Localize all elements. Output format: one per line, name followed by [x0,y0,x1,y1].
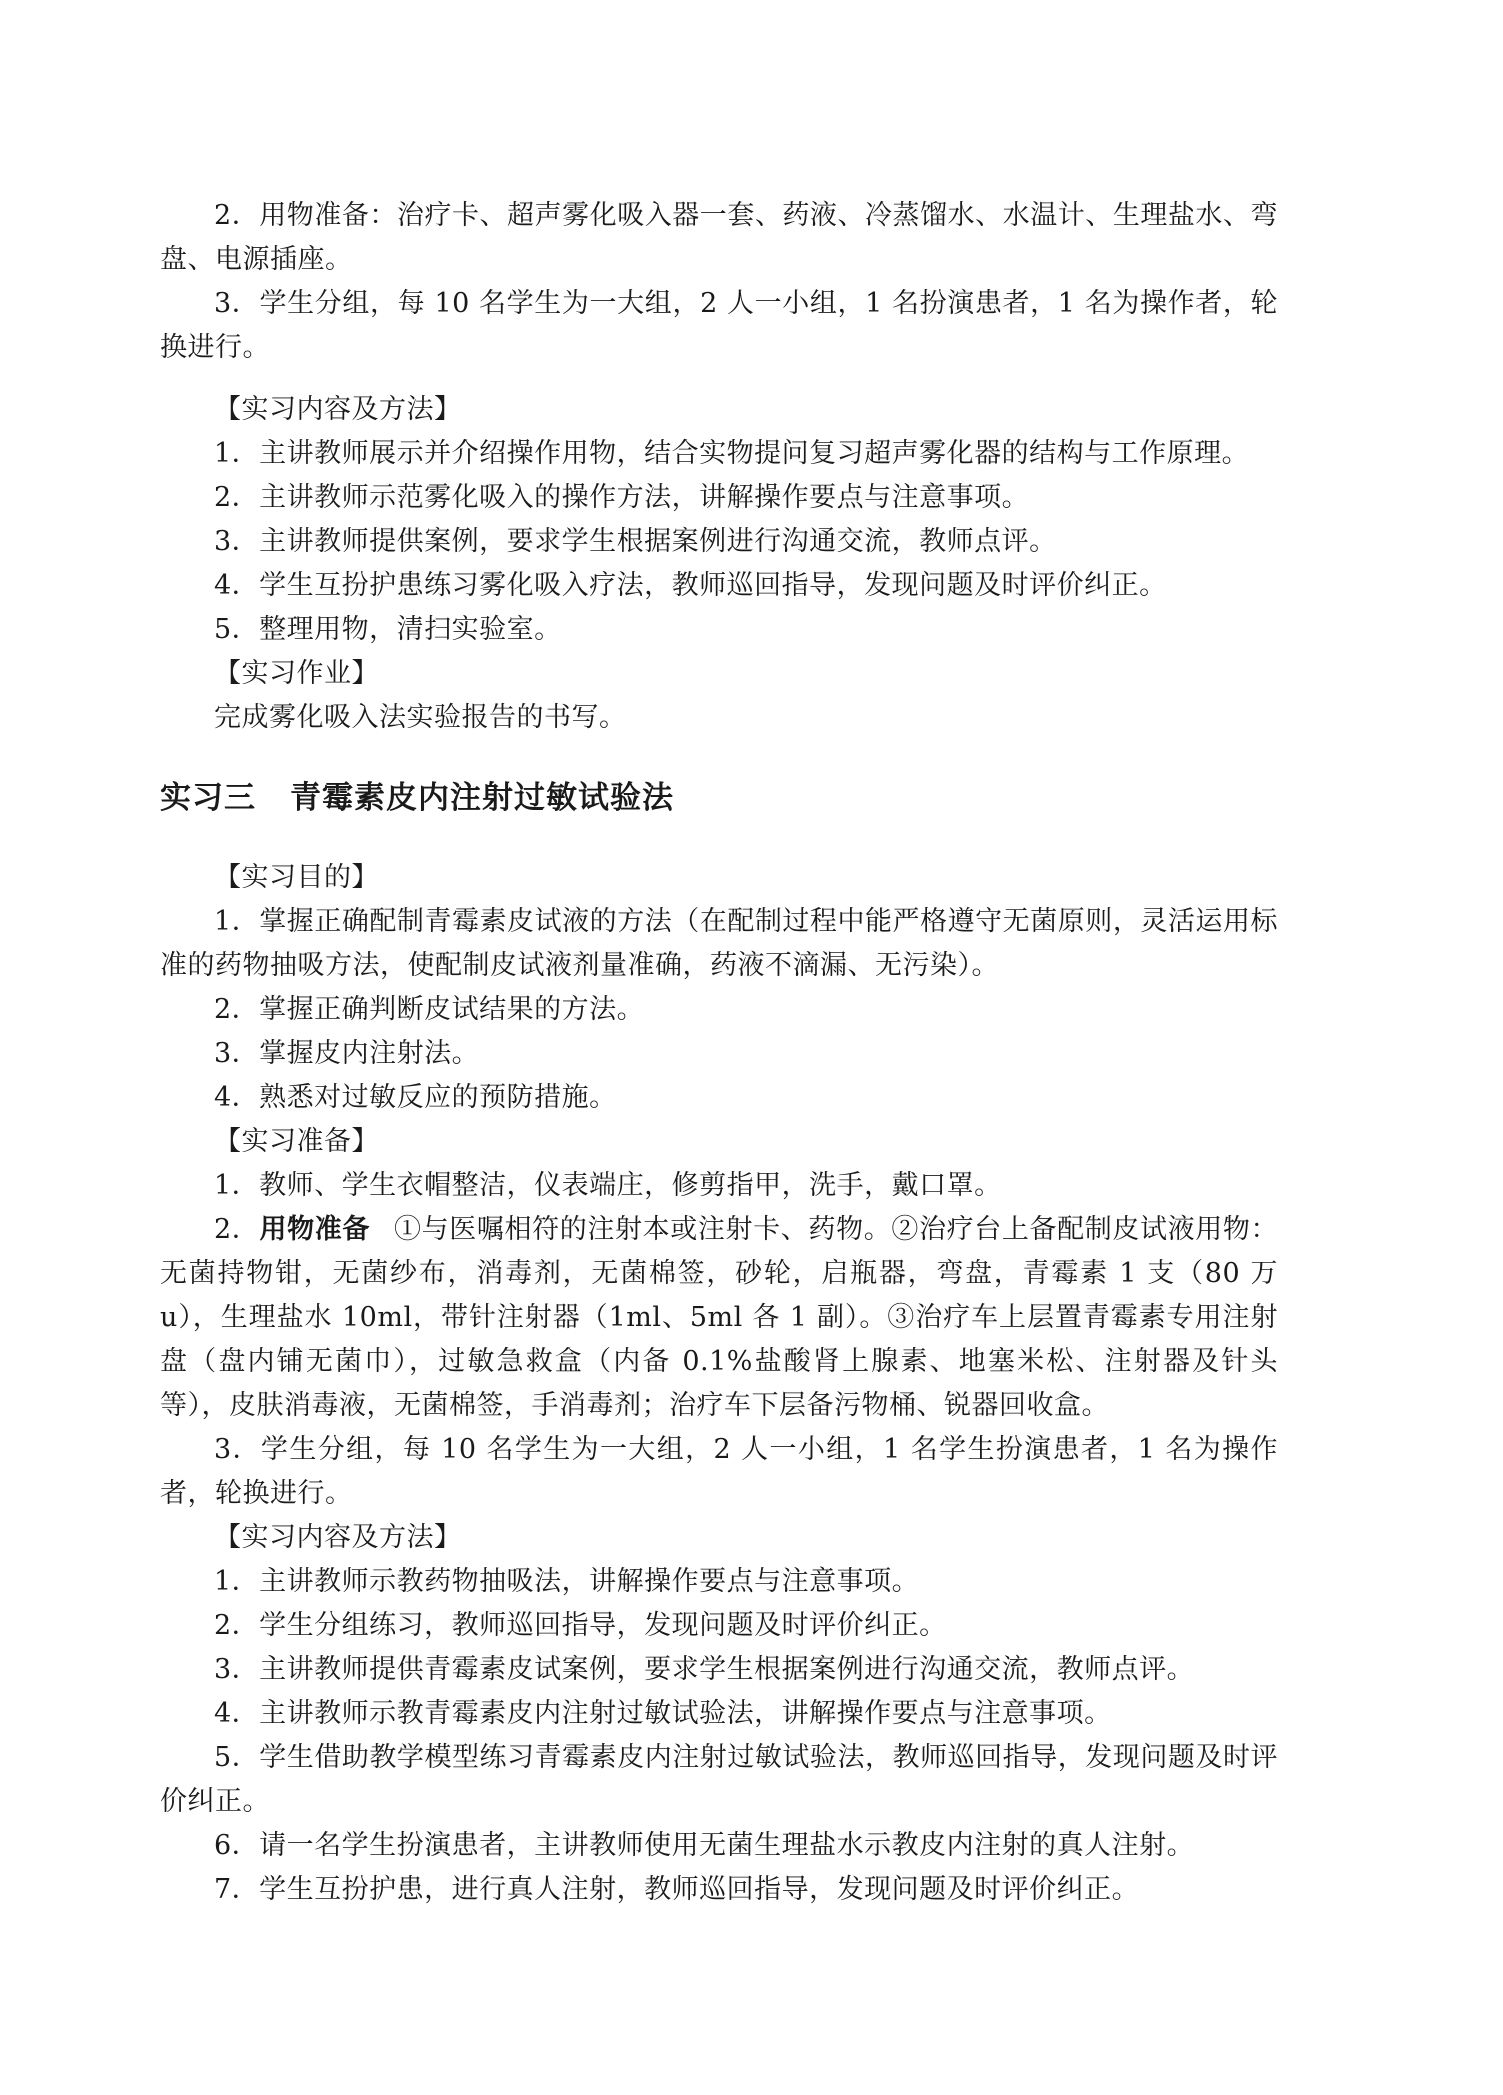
section-heading [160,776,1278,820]
intro-item-2: 2．用物准备：治疗卡、超声雾化吸入器一套、药液、冷蒸馏水、水温计、生理盐水、弯盘、电源插座。 [160,200,1278,275]
prep-item-1: 1．教师、学生衣帽整洁，仪表端庄，修剪指甲，洗手，戴口罩。 [214,1170,1002,1201]
content-item-6: 6．请一名学生扮演患者，主讲教师使用无菌生理盐水示教皮内注射的真人注射。 [214,1830,1195,1861]
purpose-item-2: 2．掌握正确判断皮试结果的方法。 [214,994,645,1025]
intro-item-3: 3．学生分组，每 10 名学生为一大组，2 人一小组，1 名扮演患者，1 名为操作者，轮换进行。 [160,288,1278,363]
prep-item-3: 3．学生分组，每 10 名学生为一大组，2 人一小组，1 名学生扮演患者，1 名为操作者，轮换进行。 [160,1434,1278,1509]
prev-homework-text: 完成雾化吸入法实验报告的书写。 [214,702,627,733]
prev-content-item-1: 1．主讲教师展示并介绍操作用物，结合实物提问复习超声雾化器的结构与工作原理。 [214,438,1250,469]
prev-content-item-3: 3．主讲教师提供案例，要求学生根据案例进行沟通交流，教师点评。 [214,526,1057,557]
prev-content-item-2: 2．主讲教师示范雾化吸入的操作方法，讲解操作要点与注意事项。 [214,482,1030,513]
prep-item-2-term: 用物准备 [259,1214,370,1245]
prev-content-item-4: 4．学生互扮护患练习雾化吸入疗法，教师巡回指导，发现问题及时评价纠正。 [214,570,1167,601]
content-item-3: 3．主讲教师提供青霉素皮试案例，要求学生根据案例进行沟通交流，教师点评。 [214,1654,1195,1685]
content-item-1: 1．主讲教师示教药物抽吸法，讲解操作要点与注意事项。 [214,1566,920,1597]
prep-label: 【实习准备】 [214,1126,379,1157]
purpose-label: 【实习目的】 [214,862,379,893]
document-page [160,194,1278,1912]
content-item-5: 5．学生借助教学模型练习青霉素皮内注射过敏试验法，教师巡回指导，发现问题及时评价纠正。 [160,1742,1278,1817]
content-item-2: 2．学生分组练习，教师巡回指导，发现问题及时评价纠正。 [214,1610,947,1641]
prev-content-item-5: 5．整理用物，清扫实验室。 [214,614,562,645]
content-label: 【实习内容及方法】 [214,1522,462,1553]
prep-item-2 [160,1208,1278,1428]
prev-homework-label: 【实习作业】 [214,658,379,689]
section-title: 青霉素皮内注射过敏试验法 [290,780,674,816]
purpose-item-3: 3．掌握皮内注射法。 [214,1038,480,1069]
prep-item-2-number: 2． [214,1214,260,1245]
purpose-item-1: 1．掌握正确配制青霉素皮试液的方法（在配制过程中能严格遵守无菌原则，灵活运用标准的药物抽吸方法，使配制皮试液剂量准确，药液不滴漏、无污染）。 [160,906,1278,981]
purpose-item-4: 4．熟悉对过敏反应的预防措施。 [214,1082,617,1113]
prev-content-label: 【实习内容及方法】 [214,394,462,425]
content-item-4: 4．主讲教师示教青霉素皮内注射过敏试验法，讲解操作要点与注意事项。 [214,1698,1112,1729]
prep-item-2-text: ①与医嘱相符的注射本或注射卡、药物。②治疗台上备配制皮试液用物：无菌持物钳，无菌纱布，消毒剂，无菌棉签，砂轮，启瓶器，弯盘，青霉素 1 支（80 万 u），生理盐水 10ml，带针注射器（1ml、5ml 各 1 副）。③治疗车上层置青霉素专用注射盘（盘内铺无菌巾），过敏急救盒（内备 0.1%盐酸肾上腺素、地塞米松、注射器及针头等），皮肤消毒液，无菌棉签，手消毒剂；治疗车下层备污物桶、锐器回收盒。 [160,1214,1279,1421]
content-item-7: 7．学生互扮护患，进行真人注射，教师巡回指导，发现问题及时评价纠正。 [214,1874,1140,1905]
section-number: 实习三 [160,780,256,816]
